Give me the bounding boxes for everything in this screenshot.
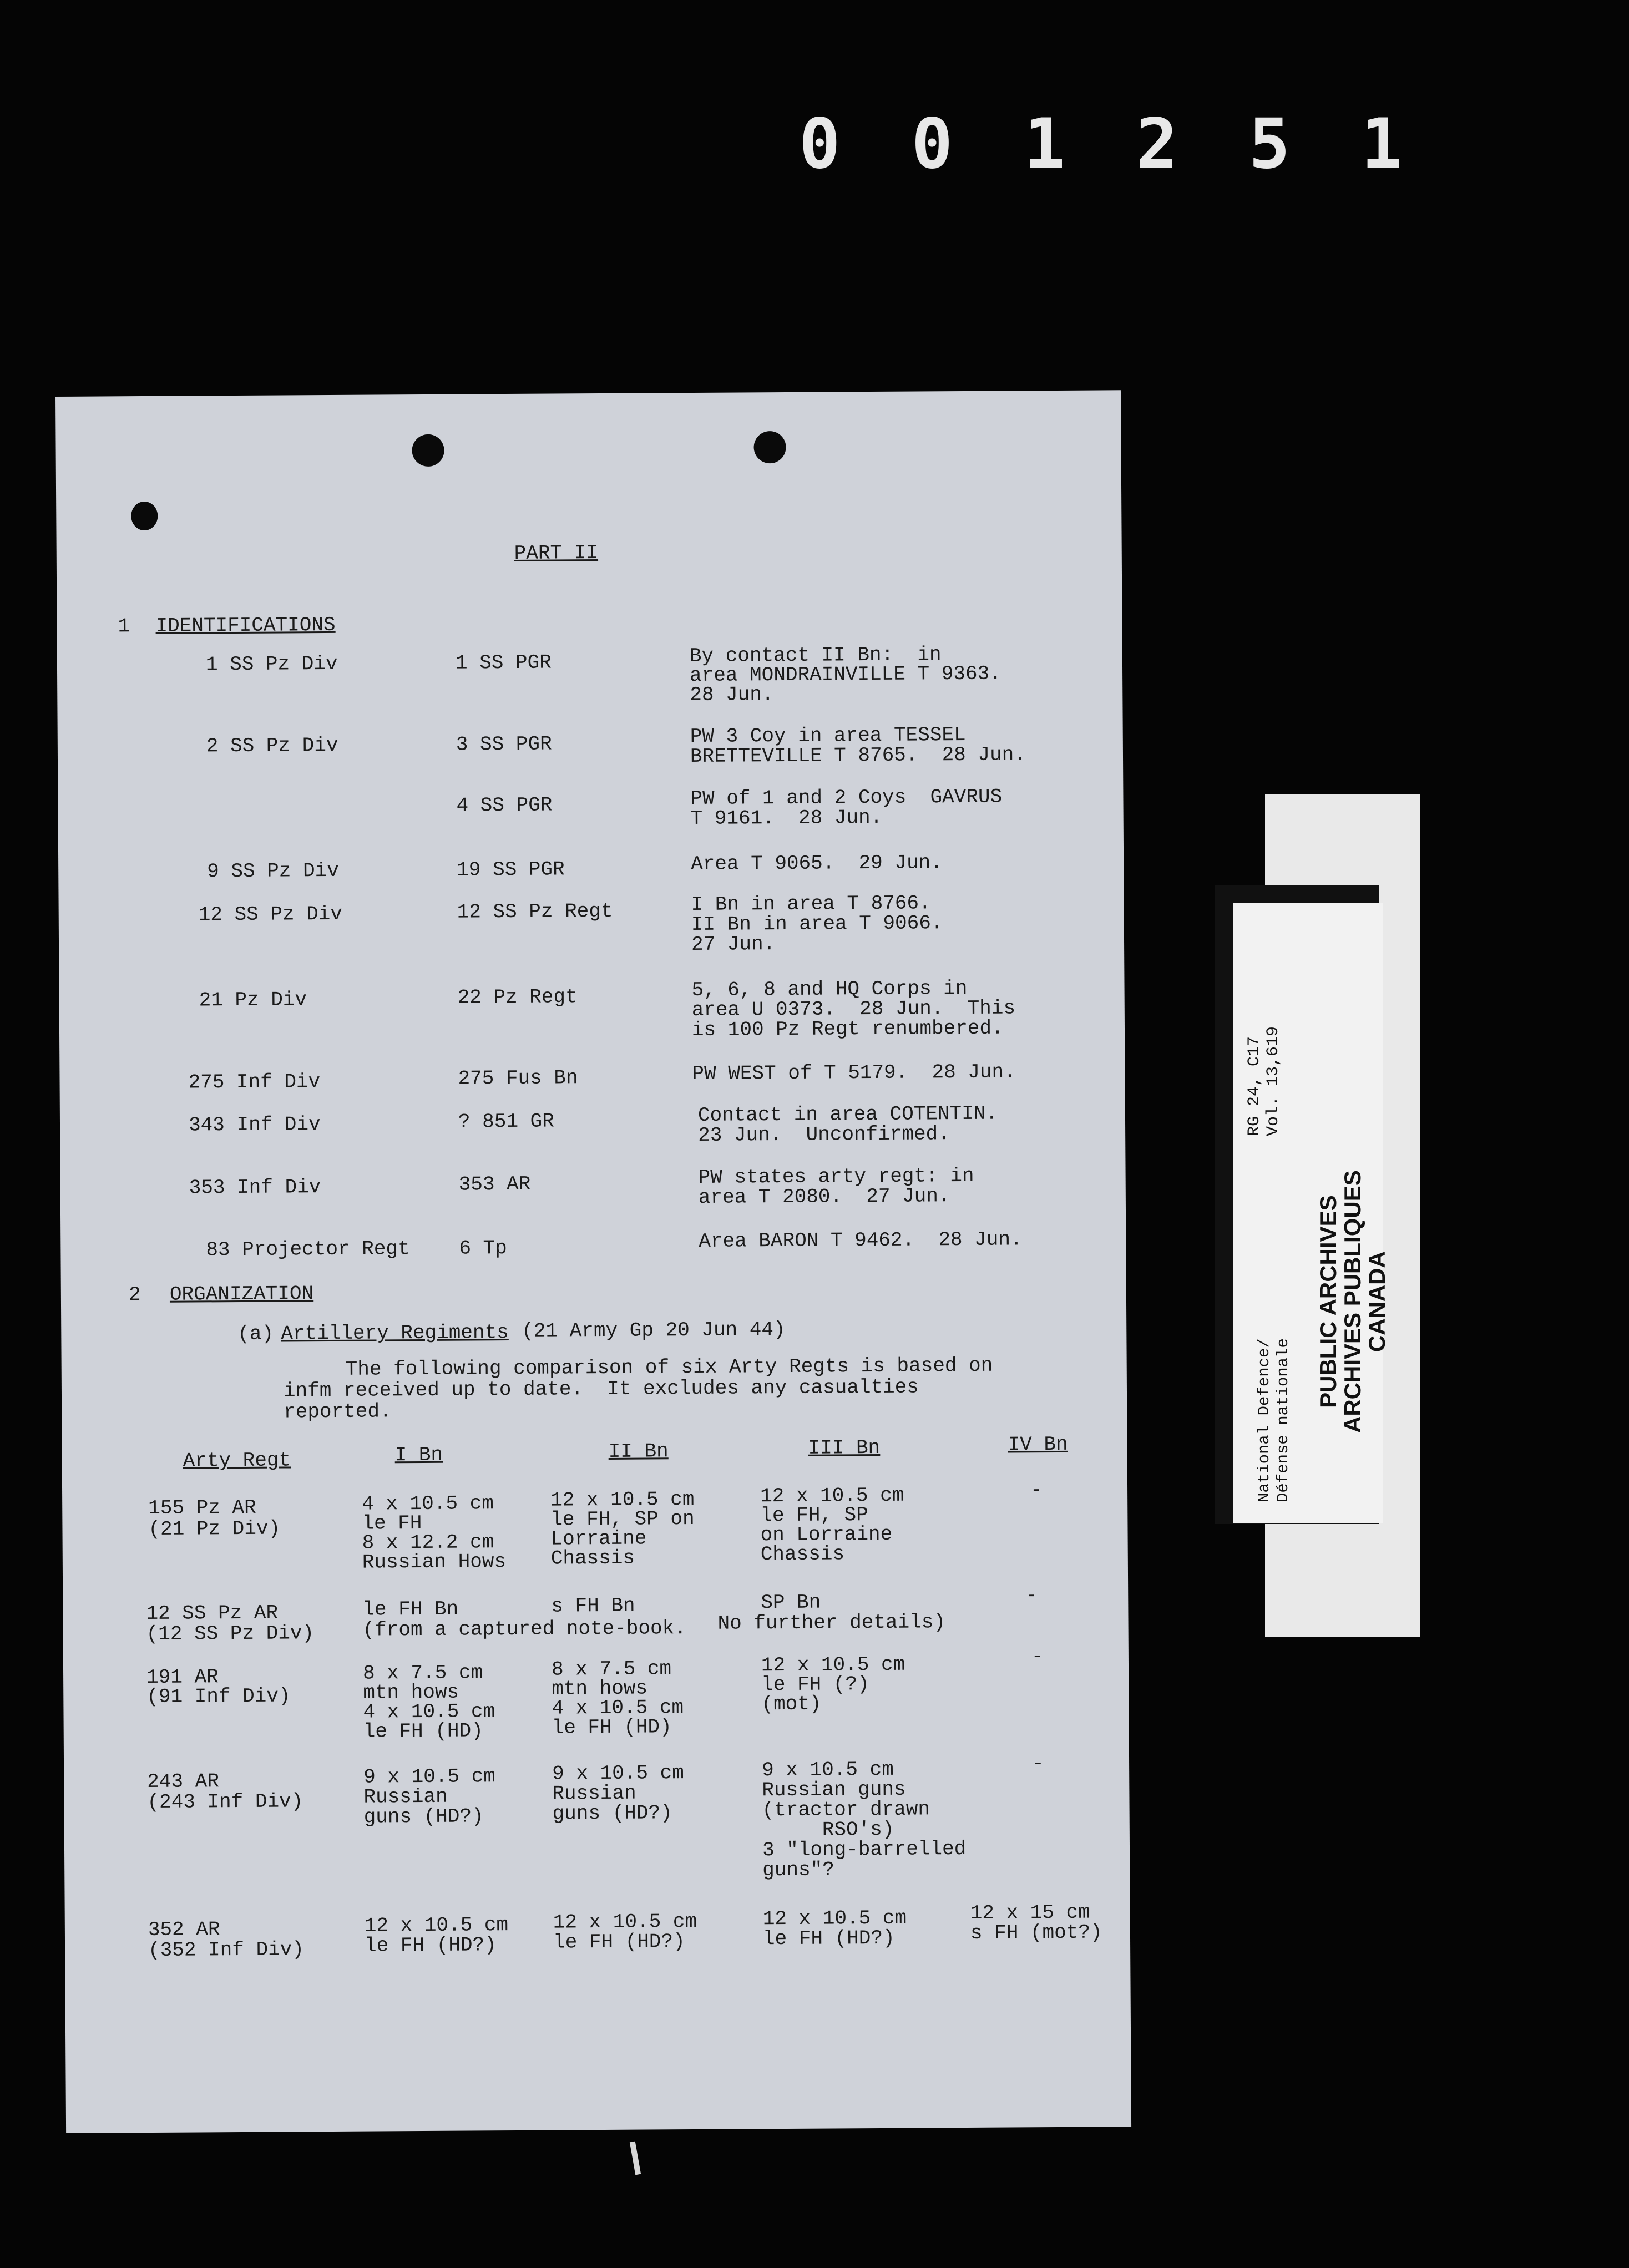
id-division: 275 Inf Div [188, 1070, 321, 1094]
table-cell: 243 AR [147, 1770, 220, 1794]
id-unit: 1 SS PGR [455, 651, 552, 675]
id-detail: T 9161. 28 Jun. [690, 806, 883, 831]
table-cell: 12 x 10.5 cm [760, 1484, 904, 1508]
table-cell: Chassis [760, 1542, 845, 1566]
table-cell: - [1025, 1584, 1038, 1607]
table-cell: Chassis [550, 1546, 635, 1570]
id-division: 343 Inf Div [188, 1113, 321, 1137]
table-cell: 12 SS Pz AR [146, 1601, 279, 1626]
section-number: 2 [128, 1283, 141, 1307]
table-cell: 8 x 7.5 cm [362, 1661, 483, 1685]
id-detail: 5, 6, 8 and HQ Corps in [691, 976, 968, 1002]
id-detail: PW 3 Coy in area TESSEL [690, 723, 966, 748]
document-page [55, 390, 1131, 2133]
id-detail: PW WEST of T 5179. 28 Jun. [692, 1060, 1016, 1086]
table-cell: (from a captured note-book. [362, 1617, 687, 1642]
id-detail: is 100 Pz Regt renumbered. [691, 1016, 1004, 1042]
id-detail: Area BARON T 9462. 28 Jun. [699, 1228, 1023, 1253]
table-cell: - [1031, 1752, 1044, 1775]
table-cell: - [1031, 1645, 1044, 1668]
id-detail: Contact in area COTENTIN. [697, 1102, 998, 1127]
table-cell: s FH (mot?) [970, 1921, 1102, 1945]
table-cell: 12 x 10.5 cm [364, 1913, 509, 1937]
table-cell: 12 x 10.5 cm [762, 1906, 907, 1931]
id-division: 83 Projector Regt [206, 1237, 410, 1262]
id-detail: area T 2080. 27 Jun. [698, 1184, 950, 1209]
id-detail: I Bn in area T 8766. [691, 892, 931, 917]
id-detail: 23 Jun. Unconfirmed. [698, 1122, 950, 1147]
table-cell: 4 x 10.5 cm [552, 1696, 684, 1720]
id-division: 1 SS Pz Div [205, 652, 338, 676]
punch-hole [131, 502, 158, 530]
id-unit: 12 SS Pz Regt [457, 899, 613, 924]
table-cell: s FH Bn [551, 1594, 635, 1618]
table-cell: mtn hows [552, 1677, 648, 1700]
table-cell: le FH, SP [760, 1503, 868, 1527]
table-cell: le FH (HD) [552, 1715, 672, 1739]
archive-institution: PUBLIC ARCHIVES ARCHIVES PUBLIQUES CANADA [1315, 1170, 1390, 1433]
table-cell: on Lorraine [760, 1522, 893, 1547]
table-cell: 12 x 15 cm [970, 1901, 1090, 1925]
table-cell: 4 x 10.5 cm [363, 1700, 495, 1724]
table-cell: 9 x 10.5 cm [363, 1765, 495, 1789]
table-cell: Russian guns [762, 1778, 906, 1802]
id-division: 2 SS Pz Div [206, 733, 338, 758]
scan-mark [630, 2142, 641, 2175]
table-cell: 8 x 7.5 cm [551, 1657, 672, 1681]
id-unit: 4 SS PGR [456, 793, 553, 817]
id-detail: 28 Jun. [690, 683, 774, 707]
id-unit: 275 Fus Bn [458, 1066, 578, 1090]
paragraph-line: infm received up to date. It excludes any casualties [283, 1375, 919, 1403]
table-cell: le FH (HD?) [762, 1926, 895, 1951]
id-division: 353 Inf Div [189, 1176, 321, 1199]
table-cell: 9 x 10.5 cm [762, 1758, 894, 1782]
table-cell: 4 x 10.5 cm [362, 1492, 494, 1516]
section-number: 1 [118, 615, 130, 638]
table-cell: 3 "long-barrelled [762, 1837, 967, 1862]
table-cell: 12 x 10.5 cm [550, 1488, 695, 1512]
id-detail: PW states arty regt: in [698, 1164, 974, 1189]
archive-stamp-number: 001251 [799, 104, 1474, 184]
table-cell: le FH (?) [761, 1673, 869, 1697]
table-cell: No further details) [717, 1611, 946, 1635]
id-detail: 27 Jun. [691, 933, 776, 956]
id-detail: area U 0373. 28 Jun. This [691, 996, 1016, 1022]
id-detail: II Bn in area T 9066. [691, 912, 943, 936]
section-heading: ORGANIZATION [169, 1282, 314, 1306]
id-detail: BRETTEVILLE T 8765. 28 Jun. [690, 743, 1026, 768]
paragraph-line: reported. [284, 1400, 392, 1424]
subsection-title: Artillery Regiments [281, 1321, 509, 1345]
id-detail: By contact II Bn: in [689, 643, 942, 668]
table-cell: 12 x 10.5 cm [553, 1910, 697, 1934]
table-cell: mtn hows [363, 1680, 459, 1704]
id-detail: area MONDRAINVILLE T 9363. [689, 662, 1001, 687]
id-unit: 353 AR [458, 1172, 531, 1196]
table-cell: 8 x 12.2 cm [362, 1531, 494, 1555]
punch-hole [753, 431, 786, 463]
table-header: II Bn [608, 1440, 669, 1463]
id-unit: ? 851 GR [458, 1110, 554, 1133]
table-cell: 9 x 10.5 cm [552, 1761, 684, 1785]
id-division: 21 Pz Div [199, 988, 307, 1012]
table-cell: le FH Bn [362, 1597, 459, 1621]
page-title: PART II [514, 541, 599, 565]
table-cell: - [1030, 1479, 1043, 1502]
id-detail: Area T 9065. 29 Jun. [691, 851, 943, 876]
id-detail: PW of 1 and 2 Coys GAVRUS [690, 785, 1003, 811]
paragraph-line: The following comparison of six Arty Regts is based on [345, 1354, 993, 1381]
table-cell: le FH (HD?) [553, 1930, 685, 1954]
table-header: I Bn [394, 1443, 443, 1467]
table-header: Arty Regt [183, 1449, 291, 1472]
archive-department: National Defence/ Défense nationale [1255, 1338, 1292, 1502]
subsection-label: (a) [237, 1322, 274, 1346]
section-heading: IDENTIFICATIONS [155, 613, 336, 637]
punch-hole [412, 434, 444, 467]
table-cell: (tractor drawn [762, 1798, 930, 1822]
table-cell: (mot) [761, 1692, 822, 1716]
table-cell: Russian [552, 1781, 636, 1805]
table-cell: le FH, SP on [550, 1507, 695, 1531]
table-cell: Russian [363, 1785, 448, 1809]
table-cell: (21 Pz Div) [148, 1517, 281, 1541]
table-cell: Russian Hows [362, 1550, 507, 1574]
table-cell: (91 Inf Div) [146, 1684, 291, 1709]
archive-reference: RG 24, C17 Vol. 13,619 [1245, 1026, 1283, 1136]
table-header: III Bn [808, 1436, 881, 1460]
id-division: 9 SS Pz Div [207, 859, 339, 883]
table-cell: guns (HD?) [552, 1801, 672, 1825]
table-cell: 352 AR [148, 1918, 220, 1942]
subsection-source: (21 Army Gp 20 Jun 44) [522, 1318, 786, 1343]
id-unit: 3 SS PGR [456, 732, 552, 756]
id-unit: 6 Tp [459, 1237, 507, 1260]
id-unit: 22 Pz Regt [457, 985, 578, 1009]
table-cell: SP Bn [761, 1591, 821, 1614]
table-cell: le FH (HD?) [364, 1933, 497, 1957]
table-cell: guns (HD?) [363, 1805, 484, 1829]
table-cell: (12 SS Pz Div) [146, 1622, 315, 1646]
archive-label [1233, 903, 1390, 1523]
table-cell: le FH (HD) [363, 1719, 483, 1743]
table-cell: 12 x 10.5 cm [761, 1653, 905, 1677]
table-cell: (243 Inf Div) [147, 1790, 303, 1814]
table-cell: (352 Inf Div) [148, 1938, 305, 1962]
table-cell: 191 AR [146, 1665, 219, 1689]
id-division: 12 SS Pz Div [198, 902, 343, 927]
table-cell: Lorraine [550, 1527, 647, 1551]
table-cell: 155 Pz AR [148, 1496, 256, 1520]
table-cell: guns"? [762, 1858, 834, 1882]
id-unit: 19 SS PGR [457, 858, 565, 882]
table-cell: le FH [362, 1512, 422, 1535]
table-cell: RSO's) [762, 1818, 894, 1842]
table-header: IV Bn [1008, 1432, 1068, 1456]
